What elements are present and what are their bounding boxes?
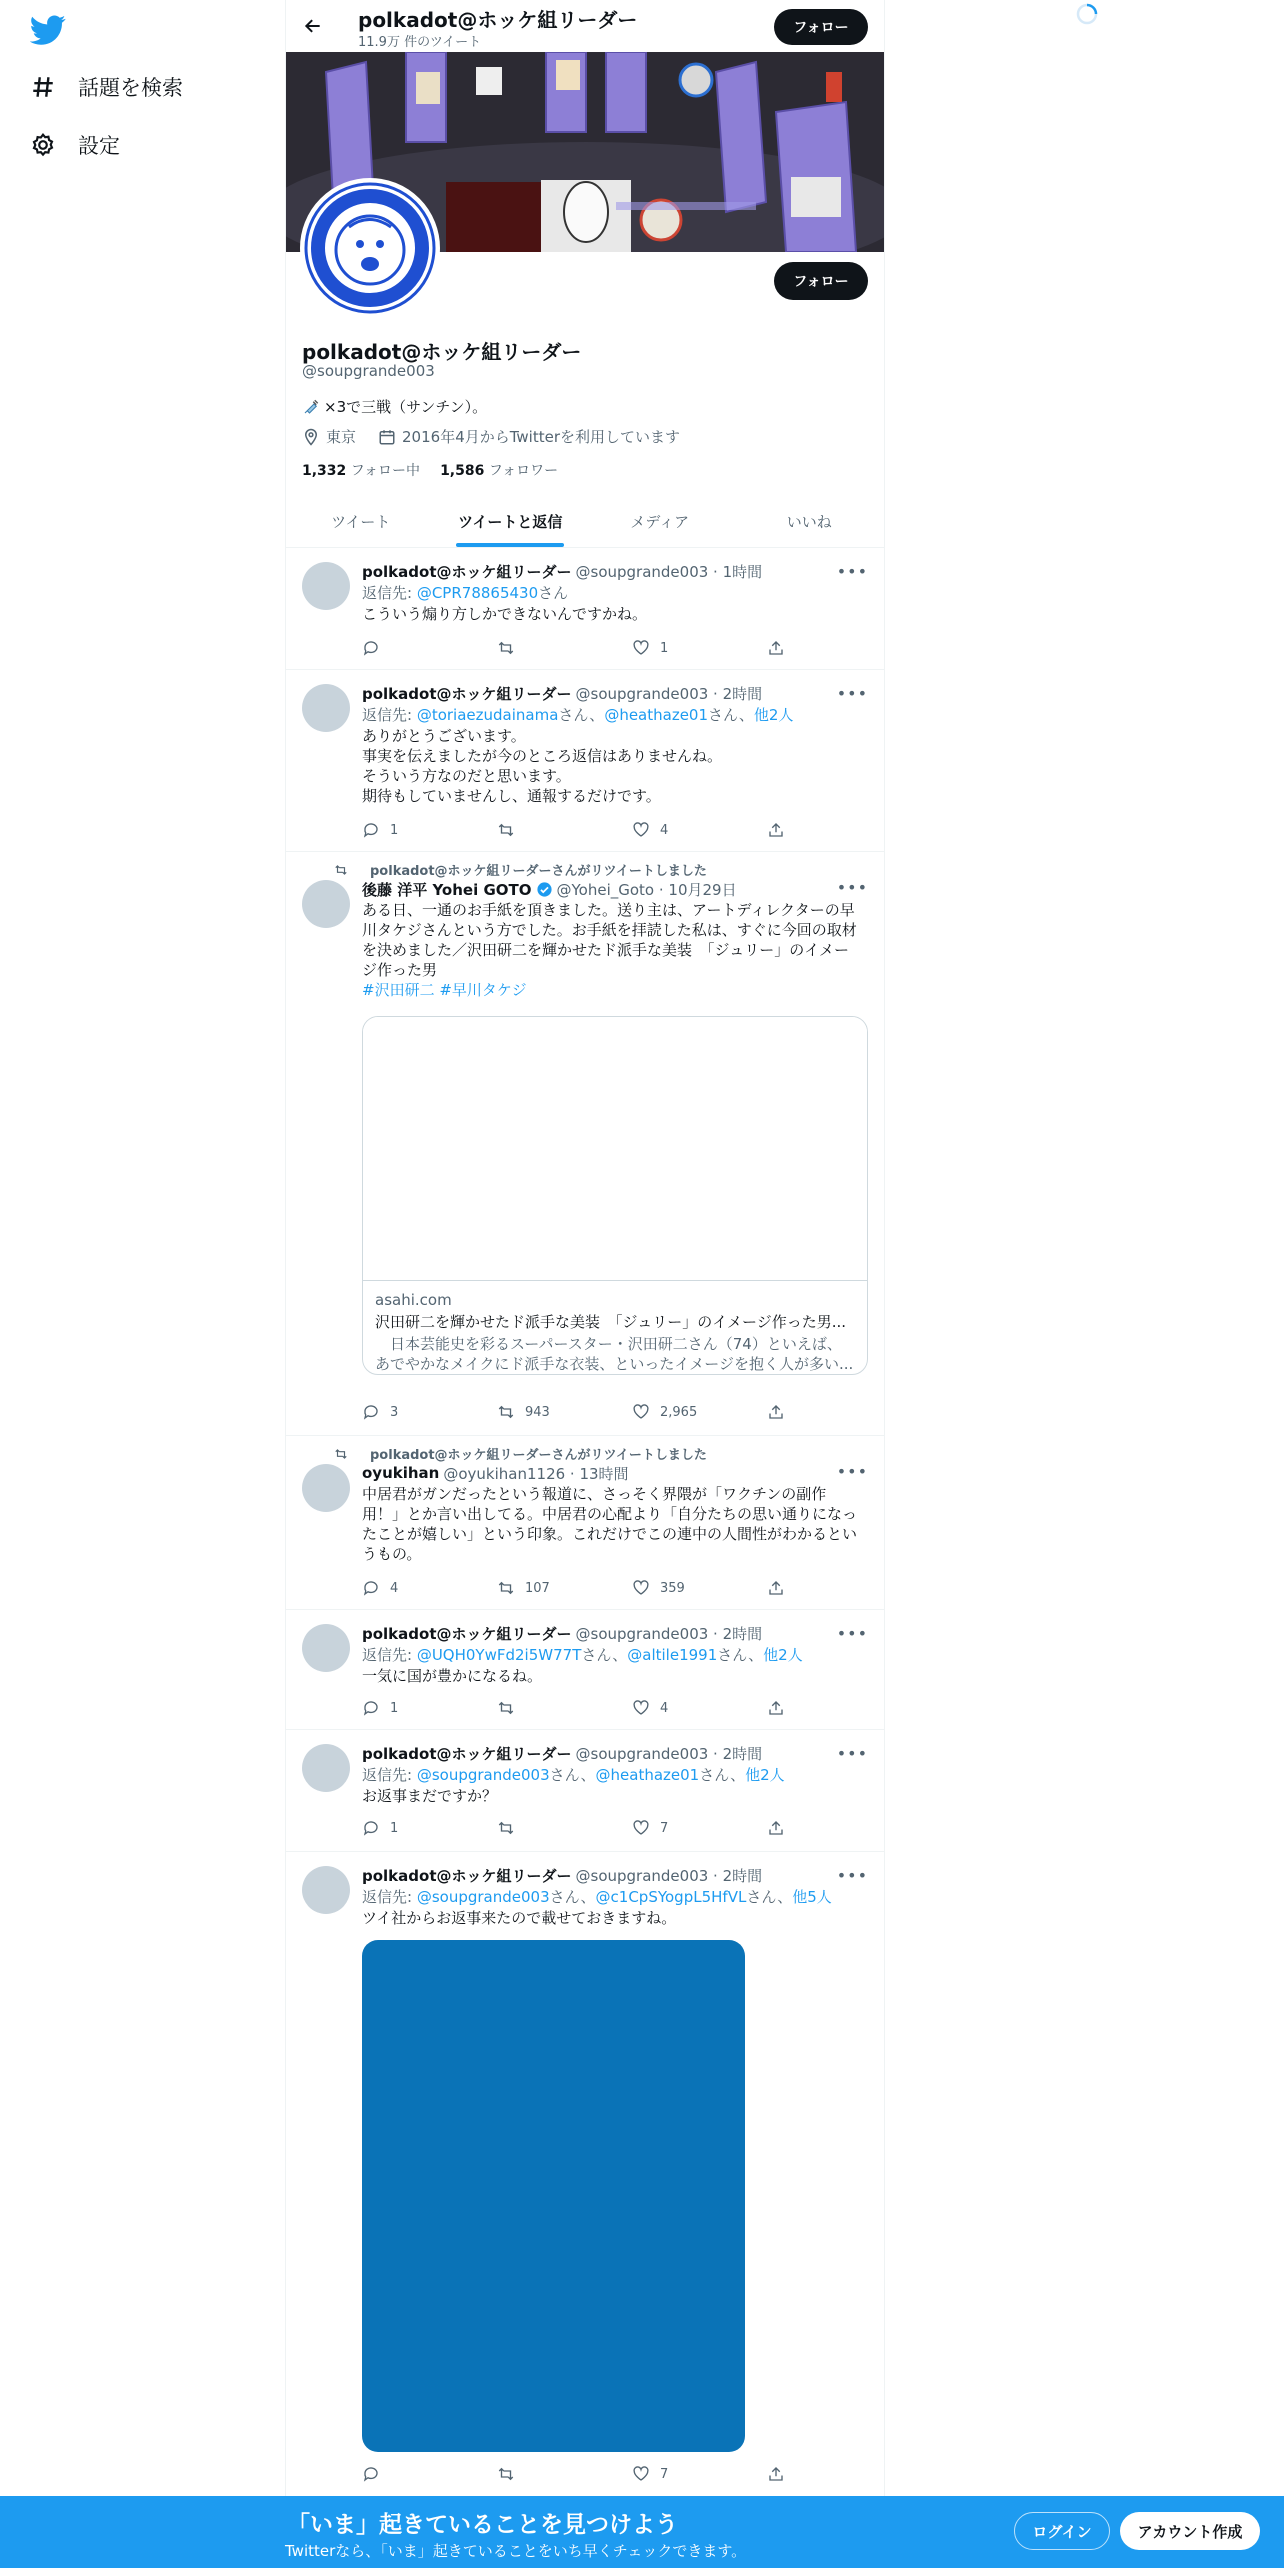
reply-prefix: 返信先: [362, 1888, 417, 1906]
like-count: 2,965 [660, 1404, 698, 1420]
retweet-note-text[interactable]: polkadot@ホッケ組リーダーさんがリツイートしました [370, 864, 707, 879]
reply-count: 1 [390, 1700, 399, 1716]
reply-prefix: 返信先: [362, 1766, 417, 1784]
avatar[interactable] [302, 1866, 350, 1914]
tweet-author-name[interactable]: polkadot@ホッケ組リーダー [362, 1866, 572, 1885]
reply-others-link[interactable]: 他2人 [745, 1766, 785, 1784]
tweet-text-line: たことが嬉しい」という印象。これだけでこの連中の人間性がわかるとい [362, 1525, 858, 1543]
reply-to [362, 704, 868, 726]
profile-meta [302, 426, 680, 447]
share-button[interactable] [767, 1578, 787, 1598]
more-options-icon[interactable]: ••• [836, 684, 868, 703]
tweet-actions [362, 1402, 787, 1422]
hashtags[interactable]: #沢田研二 #早川タケジ [362, 981, 527, 999]
signup-prompt-title: 「いま」起きていることを見つけよう [287, 2512, 678, 2538]
reply-prefix: 返信先: [362, 706, 417, 724]
retweet-icon [334, 1447, 348, 1461]
nav-settings-label: 設定 [78, 134, 120, 158]
tweet-actions [362, 2464, 787, 2484]
retweet-note [334, 860, 707, 879]
profile-avatar[interactable] [300, 178, 440, 318]
reply-button[interactable] [362, 1578, 432, 1598]
link-card-desc-line: あでやかなメイクにド派手な衣装、といったイメージを抱く人が多い... [375, 1355, 854, 1373]
like-count: 4 [660, 1700, 669, 1716]
reply-mid: さん、 [558, 706, 605, 724]
follow-button[interactable]: フォロー [774, 262, 868, 300]
tweet-meta[interactable]: @Yohei_Goto · 10月29日 [556, 880, 737, 899]
reply-mid: さん、 [581, 1646, 628, 1664]
reply-others-link[interactable]: 他5人 [792, 1888, 832, 1906]
share-icon [767, 1579, 785, 1597]
reply-link[interactable]: @altile1991 [627, 1646, 718, 1664]
syringe-icon [302, 398, 320, 416]
like-button[interactable] [632, 2464, 702, 2484]
retweet-icon [497, 1579, 515, 1597]
tweet-text-line: ありがとうございます。 [362, 727, 526, 745]
retweet-button[interactable] [497, 638, 567, 658]
header-tweet-count: 11.9万 件のツイート [358, 35, 482, 50]
heart-icon [632, 1699, 650, 1717]
tweet-actions [362, 1578, 787, 1598]
tweet-text: ツイ社からお返事来たので載せておきますね。 [362, 1909, 677, 1927]
header-profile-name: polkadot@ホッケ組リーダー [358, 8, 638, 32]
share-icon [767, 821, 785, 839]
like-button[interactable] [632, 820, 702, 840]
like-count: 7 [660, 1820, 669, 1836]
nav-explore[interactable] [30, 62, 183, 112]
retweet-button[interactable] [497, 1402, 567, 1422]
tweet-text-line: 事実を伝えましたが今のところ返信はありませんね。 [362, 747, 723, 765]
heart-icon [632, 2465, 650, 2483]
twitter-logo-icon[interactable] [30, 12, 66, 48]
tweet-meta[interactable]: @soupgrande003 · 2時間 [575, 684, 763, 703]
tweet-media-image[interactable] [362, 1940, 745, 2452]
avatar[interactable] [302, 1744, 350, 1792]
reply-mid: さん、 [717, 1646, 764, 1664]
tweet-actions [362, 820, 787, 840]
gear-icon [30, 132, 56, 158]
retweet-icon [497, 1403, 515, 1421]
link-card-description [363, 1332, 867, 1374]
retweet-count: 107 [525, 1580, 550, 1596]
reply-mid: さん、 [549, 1888, 596, 1906]
tweet[interactable] [286, 1852, 884, 2496]
like-count: 7 [660, 2466, 669, 2482]
reply-prefix: 返信先: [362, 584, 417, 602]
like-count: 1 [660, 640, 669, 656]
tweet-text-line: 用！」とか言い出してる。中居君の心配より「自分たちの思い通りになっ [362, 1505, 858, 1523]
tweet-meta[interactable]: @soupgrande003 · 2時間 [575, 1744, 763, 1763]
reply-icon [362, 2465, 380, 2483]
tweet-meta[interactable]: @soupgrande003 · 1時間 [575, 562, 763, 581]
reply-link[interactable]: @soupgrande003 [416, 1888, 550, 1906]
tweet-text-line: 川タケジさんという方でした。お手紙を拝読した私は、すぐに今回の取材 [362, 921, 857, 939]
reply-link[interactable]: @toriaezudainama [416, 706, 559, 724]
loading-spinner-icon [1075, 2, 1099, 26]
like-button[interactable] [632, 1818, 702, 1838]
retweet-button[interactable] [497, 820, 567, 840]
heart-icon [632, 639, 650, 657]
more-options-icon[interactable]: ••• [836, 1624, 868, 1643]
tab-tweets[interactable]: ツイート [331, 513, 391, 531]
tweet-author-name[interactable]: polkadot@ホッケ組リーダー [362, 562, 572, 581]
profile-joined: 2016年4月からTwitterを利用しています [402, 428, 681, 446]
reply-link[interactable]: @heathaze01 [595, 1766, 700, 1784]
avatar[interactable] [302, 880, 350, 928]
tweet[interactable] [286, 852, 884, 1436]
share-icon [767, 1699, 785, 1717]
reply-icon [362, 639, 380, 657]
avatar-illustration [304, 182, 436, 314]
reply-button[interactable] [362, 1698, 432, 1718]
tweet-meta[interactable]: @soupgrande003 · 2時間 [575, 1866, 763, 1885]
following-count: 1,332 [302, 463, 347, 479]
reply-mid: さん、 [699, 1766, 746, 1784]
reply-icon [362, 1819, 380, 1837]
reply-suffix: さん [538, 584, 569, 602]
heart-icon [632, 821, 650, 839]
share-button[interactable] [767, 820, 787, 840]
retweet-icon [497, 821, 515, 839]
retweet-note-text[interactable]: polkadot@ホッケ組リーダーさんがリツイートしました [370, 1448, 707, 1463]
reply-link[interactable]: @c1CpSYogpL5HfVL [595, 1888, 747, 1906]
reply-mid: さん、 [746, 1888, 793, 1906]
retweet-icon [334, 863, 348, 877]
link-card-domain: asahi.com [375, 1291, 452, 1309]
profile-follow-stats [302, 460, 558, 480]
like-button[interactable] [632, 1402, 702, 1422]
link-card-title: 沢田研二を輝かせたド派手な美装 「ジュリー」のイメージ作った男... [375, 1313, 847, 1331]
reply-button[interactable] [362, 638, 432, 658]
retweet-note [334, 1444, 707, 1463]
signup-prompt-subtitle: Twitterなら、「いま」起きていることをいち早くチェックできます。 [285, 2542, 747, 2560]
tweet[interactable] [286, 1436, 884, 1610]
heart-icon [632, 1403, 650, 1421]
more-options-icon[interactable]: ••• [836, 562, 868, 581]
share-icon [767, 1403, 785, 1421]
followers-link[interactable] [440, 460, 558, 480]
share-button[interactable] [767, 1698, 787, 1718]
retweet-icon [497, 639, 515, 657]
share-button[interactable] [767, 2464, 787, 2484]
left-nav [0, 0, 285, 2568]
tweet-author-name[interactable]: oyukihan [362, 1464, 440, 1482]
reply-to [362, 582, 868, 604]
tweet[interactable] [286, 548, 884, 670]
profile-header-bar [286, 0, 884, 52]
tweet-text-line: うもの。 [362, 1545, 422, 1563]
like-button[interactable] [632, 1578, 702, 1598]
reply-count: 3 [390, 1404, 399, 1420]
header-follow-button[interactable]: フォロー [774, 9, 868, 45]
more-options-icon[interactable]: ••• [836, 1866, 868, 1885]
share-icon [767, 639, 785, 657]
reply-to [362, 1886, 868, 1908]
tweet-actions [362, 1698, 787, 1718]
followers-count: 1,586 [440, 463, 485, 479]
link-card-desc-line: 日本芸能史を彩るスーパースター・沢田研二さん（74）といえば、 [375, 1335, 842, 1353]
retweet-button[interactable] [497, 2464, 567, 2484]
reply-button[interactable] [362, 1402, 432, 1422]
following-link[interactable] [302, 460, 420, 480]
tweet-actions [362, 1818, 787, 1838]
calendar-icon [378, 428, 396, 446]
avatar[interactable] [302, 562, 350, 610]
like-button[interactable] [632, 638, 702, 658]
location-pin-icon [302, 428, 320, 446]
heart-icon [632, 1579, 650, 1597]
tweet-text: こういう煽り方しかできないんですかね。 [362, 605, 648, 623]
profile-bio [302, 396, 487, 417]
reply-link[interactable]: @CPR78865430 [416, 584, 539, 602]
link-card-image [363, 1017, 867, 1281]
avatar[interactable] [302, 684, 350, 732]
tab-media[interactable]: メディア [630, 513, 690, 531]
retweet-button[interactable] [497, 1818, 567, 1838]
avatar[interactable] [302, 1624, 350, 1672]
avatar[interactable] [302, 1464, 350, 1512]
tweet-text: 一気に国が豊かになるね。 [362, 1667, 543, 1685]
reply-button[interactable] [362, 1818, 432, 1838]
share-button[interactable] [767, 1402, 787, 1422]
reply-others-link[interactable]: 他2人 [763, 1646, 803, 1664]
reply-mid: さん、 [708, 706, 754, 724]
tweet-text-line: 中居君がガンだったという報道に、さっそく界隈が「ワクチンの副作 [362, 1485, 827, 1503]
reply-link[interactable]: @UQH0YwFd2i5W77T [416, 1646, 582, 1664]
more-options-icon[interactable]: ••• [836, 1462, 868, 1481]
tweet[interactable] [286, 1730, 884, 1852]
tweet-text-line: ある日、一通のお手紙を頂きました。送り主は、アートディレクターの早 [362, 901, 855, 919]
login-button[interactable]: ログイン [1014, 2512, 1110, 2550]
tab-likes[interactable]: いいね [786, 513, 832, 531]
reply-button[interactable] [362, 820, 432, 840]
tweet-text-line: を決めました／沢田研二を輝かせたド派手な美装 「ジュリー」のイメー [362, 941, 850, 959]
tweet-author-name[interactable]: polkadot@ホッケ組リーダー [362, 1624, 572, 1643]
retweet-button[interactable] [497, 1578, 567, 1598]
following-label: フォロー中 [350, 463, 421, 479]
retweet-icon [497, 1819, 515, 1837]
reply-button[interactable] [362, 2464, 432, 2484]
reply-others-link[interactable]: 他2人 [753, 706, 794, 724]
heart-icon [632, 1819, 650, 1837]
reply-icon [362, 1699, 380, 1717]
tweet-author-name[interactable]: 後藤 洋平 Yohei GOTO [362, 880, 532, 899]
profile-handle: @soupgrande003 [302, 362, 435, 380]
like-count: 4 [660, 822, 669, 838]
like-button[interactable] [632, 1698, 702, 1718]
more-options-icon[interactable]: ••• [836, 878, 868, 897]
create-account-button[interactable]: アカウント作成 [1120, 2512, 1260, 2550]
reply-link[interactable]: @heathaze01 [604, 706, 709, 724]
reply-count: 1 [390, 1820, 399, 1836]
link-card[interactable] [362, 1016, 868, 1375]
retweet-count: 943 [525, 1404, 550, 1420]
verified-badge-icon [536, 881, 553, 898]
share-icon [767, 2465, 785, 2483]
tweet[interactable] [286, 1610, 884, 1730]
retweet-icon [497, 1699, 515, 1717]
share-icon [767, 1819, 785, 1837]
back-button[interactable] [296, 9, 330, 43]
tweet-text: お返事まだですか？ [362, 1787, 498, 1805]
like-count: 359 [660, 1580, 685, 1596]
tweet-meta[interactable]: @oyukihan1126 · 13時間 [443, 1464, 629, 1483]
reply-prefix: 返信先: [362, 1646, 417, 1664]
profile-tabs [286, 496, 884, 548]
profile-name: polkadot@ホッケ組リーダー [302, 340, 582, 364]
arrow-left-icon [303, 16, 323, 36]
followers-label: フォロワー [488, 463, 559, 479]
retweet-button[interactable] [497, 1698, 567, 1718]
reply-mid: さん、 [549, 1766, 596, 1784]
retweet-icon [497, 2465, 515, 2483]
reply-count: 4 [390, 1580, 399, 1596]
tab-tweets-and-replies[interactable]: ツイートと返信 [436, 496, 586, 547]
tweet-text-line: そういう方なのだと思います。 [362, 767, 571, 785]
reply-to [362, 1644, 868, 1666]
reply-icon [362, 1403, 380, 1421]
reply-count: 1 [390, 822, 399, 838]
nav-settings[interactable] [30, 120, 120, 170]
profile-location: 東京 [326, 428, 357, 446]
profile-bio-text: ×3で三戦（サンチン）。 [324, 398, 488, 416]
tweet-meta[interactable]: @soupgrande003 · 2時間 [575, 1624, 763, 1643]
tweet-text-line: ジ作った男 [362, 961, 438, 979]
reply-icon [362, 1579, 380, 1597]
tweet-author-name[interactable]: polkadot@ホッケ組リーダー [362, 684, 572, 703]
share-button[interactable] [767, 638, 787, 658]
tweet-author-name[interactable]: polkadot@ホッケ組リーダー [362, 1744, 572, 1763]
reply-link[interactable]: @soupgrande003 [416, 1766, 550, 1784]
main-column [285, 0, 885, 2568]
tweet-actions [362, 638, 787, 658]
reply-icon [362, 821, 380, 839]
more-options-icon[interactable]: ••• [836, 1744, 868, 1763]
tweet-text-line: 期待もしていませんし、通報するだけです。 [362, 787, 661, 805]
reply-to [362, 1764, 868, 1786]
share-button[interactable] [767, 1818, 787, 1838]
tweet[interactable] [286, 670, 884, 852]
signup-prompt-bar [0, 2496, 1284, 2568]
hashtag-icon [30, 74, 56, 100]
nav-explore-label: 話題を検索 [78, 76, 183, 100]
